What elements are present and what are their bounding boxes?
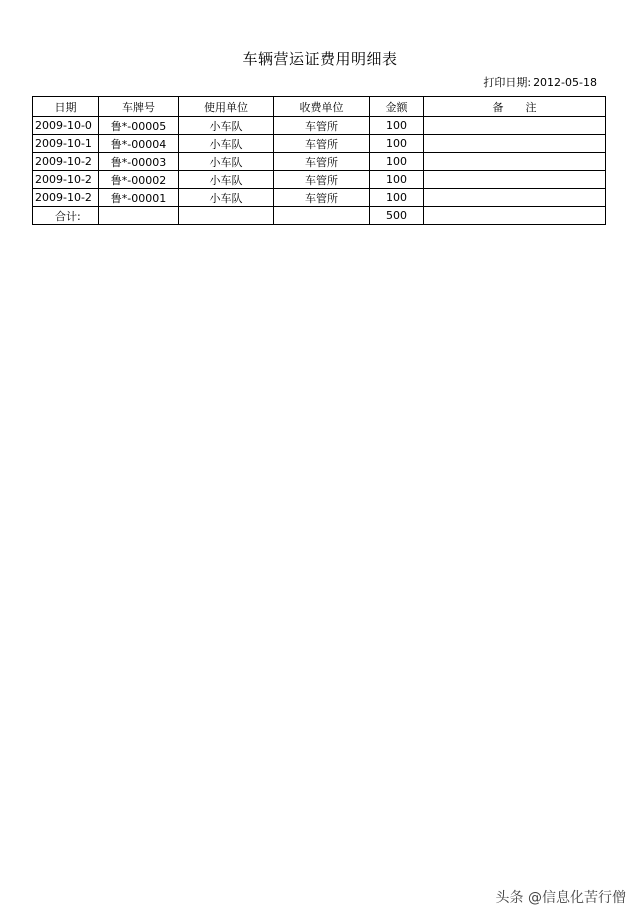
print-date-label: 打印日期: (483, 76, 532, 89)
cell-remarks (424, 135, 606, 153)
report-title: 车辆营运证费用明细表 (242, 50, 398, 68)
header-amount: 金额 (370, 97, 424, 117)
total-empty-cell (424, 207, 606, 225)
cell-charging-unit: 车管所 (274, 153, 370, 171)
cell-plate: 鲁*-00004 (99, 135, 179, 153)
cell-charging-unit: 车管所 (274, 117, 370, 135)
header-using-unit: 使用单位 (179, 97, 274, 117)
cell-date: 2009-10-2 (33, 153, 99, 171)
header-remarks: 备 注 (424, 97, 606, 117)
total-row (33, 207, 606, 225)
cell-plate: 鲁*-00002 (99, 171, 179, 189)
cell-remarks (424, 153, 606, 171)
total-empty-cell (179, 207, 274, 225)
cell-charging-unit: 车管所 (274, 135, 370, 153)
total-empty-cell (99, 207, 179, 225)
cell-plate: 鲁*-00001 (99, 189, 179, 207)
cell-plate: 鲁*-00005 (99, 117, 179, 135)
cell-date: 2009-10-2 (33, 171, 99, 189)
cell-date: 2009-10-0 (33, 117, 99, 135)
table-header-row (33, 97, 606, 117)
cell-amount: 100 (370, 135, 424, 153)
cell-remarks (424, 189, 606, 207)
table-row (33, 189, 606, 207)
cell-using-unit: 小车队 (179, 171, 274, 189)
cell-charging-unit: 车管所 (274, 171, 370, 189)
cell-date: 2009-10-1 (33, 135, 99, 153)
table-row (33, 135, 606, 153)
table-row (33, 117, 606, 135)
print-date (483, 74, 597, 90)
cell-remarks (424, 117, 606, 135)
cell-using-unit: 小车队 (179, 135, 274, 153)
cell-using-unit: 小车队 (179, 189, 274, 207)
cell-amount: 100 (370, 171, 424, 189)
header-date: 日期 (33, 97, 99, 117)
cell-using-unit: 小车队 (179, 153, 274, 171)
cell-using-unit: 小车队 (179, 117, 274, 135)
total-label: 合计: (33, 207, 99, 225)
cell-remarks (424, 171, 606, 189)
header-charging-unit: 收费单位 (274, 97, 370, 117)
print-date-value: 2012-05-18 (533, 76, 597, 89)
cell-amount: 100 (370, 153, 424, 171)
table-row (33, 153, 606, 171)
cell-charging-unit: 车管所 (274, 189, 370, 207)
cell-amount: 100 (370, 189, 424, 207)
fee-detail-table (32, 96, 606, 225)
cell-plate: 鲁*-00003 (99, 153, 179, 171)
watermark-text: 头条 @信息化苦行僧 (495, 890, 626, 906)
total-empty-cell (274, 207, 370, 225)
cell-amount: 100 (370, 117, 424, 135)
table-row (33, 171, 606, 189)
header-plate: 车牌号 (99, 97, 179, 117)
total-amount: 500 (370, 207, 424, 225)
cell-date: 2009-10-2 (33, 189, 99, 207)
